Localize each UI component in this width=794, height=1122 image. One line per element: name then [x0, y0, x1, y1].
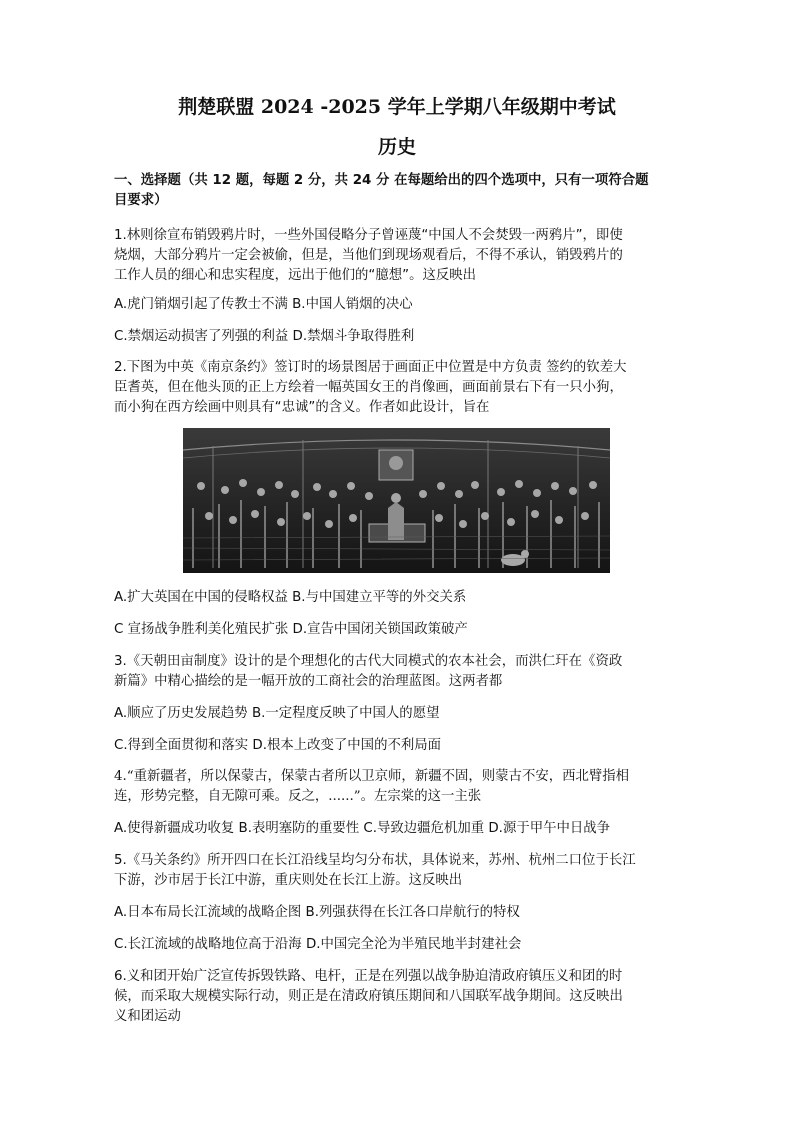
engraving-illustration	[183, 428, 610, 573]
q5-stem-line-2: 下游，沙市居于长江中游，重庆则处在长江上游。这反映出	[114, 873, 463, 888]
q4-stem-line-2: 连，形势完整，自无隙可乘。反之，......”。左宗棠的这一主张	[114, 789, 482, 804]
q2-stem-line-3: 而小狗在西方绘画中则具有“忠诚”的含义。作者如此设计，旨在	[114, 400, 490, 415]
q5-option-line-1: A.日本布局长江流域的战略企图 B.列强获得在长江各口岸航行的特权	[114, 905, 520, 920]
q1-stem-line-2: 烧烟，大部分鸦片一定会被偷，但是，当他们到现场观看后，不得不承认，销毁鸦片的	[114, 248, 623, 263]
q1-stem-line-3: 工作人员的细心和忠实程度，远出于他们的“臆想”。这反映出	[114, 268, 477, 283]
q2-option-line-1: A.扩大英国在中国的侵略权益 B.与中国建立平等的外交关系	[114, 590, 467, 605]
q2-option-line-2: C 宣扬战争胜利美化殖民扩张 D.宣告中国闭关锁国政策破产	[114, 622, 468, 637]
q6-stem-line-3: 义和团运动	[114, 1009, 181, 1024]
subject-title: 历史	[377, 136, 416, 158]
q2-stem-line-2: 臣耆英，但在他头顶的正上方绘着一幅英国女王的肖像画，画面前景右下有一只小狗，	[114, 380, 623, 395]
section-heading-line-2: 目要求）	[114, 193, 168, 208]
q5-option-line-2: C.长江流域的战略地位高于沿海 D.中国完全沦为半殖民地半封建社会	[114, 937, 522, 952]
treaty-signing-engraving-image	[183, 428, 610, 573]
q1-stem-line-1: 1.林则徐宣布销毁鸦片时，一些外国侵略分子曾诬蔑“中国人不会焚毁一两鸦片”，即使	[114, 228, 623, 243]
q2-stem-line-1: 2.下图为中英《南京条约》签订时的场景图居于画面正中位置是中方负责 签约的钦差大	[114, 360, 627, 375]
q3-option-line-1: A.顺应了历史发展趋势 B.一定程度反映了中国人的愿望	[114, 706, 440, 721]
q3-stem-line-2: 新篇》中精心描绘的是一幅开放的工商社会的治理蓝图。这两者都	[114, 674, 503, 689]
q3-option-line-2: C.得到全面贯彻和落实 D.根本上改变了中国的不利局面	[114, 738, 442, 753]
q6-stem-line-2: 候，而采取大规模实际行动，则正是在清政府镇压期间和八国联军战争期间。这反映出	[114, 989, 623, 1004]
q4-option-line-1: A.使得新疆成功收复 B.表明塞防的重要性 C.导致边疆危机加重 D.源于甲午中日战争	[114, 821, 611, 836]
section-heading-line-1: 一、选择题（共 12 题，每题 2 分，共 24 分 在每题给出的四个选项中，只有一项符合题	[114, 173, 649, 188]
q1-option-line-1: A.虎门销烟引起了传教士不满 B.中国人销烟的决心	[114, 297, 413, 312]
q4-stem-line-1: 4.“重新疆者，所以保蒙古，保蒙古者所以卫京师，新疆不固，则蒙古不安，西北臂指相	[114, 769, 630, 784]
q5-stem-line-1: 5.《马关条约》所开四口在长江沿线呈均匀分布状，具体说来，苏州、杭州二口位于长江	[114, 853, 636, 868]
q6-stem-line-1: 6.义和团开始广泛宣传拆毁铁路、电杆，正是在列强以战争胁迫清政府镇压义和团的时	[114, 969, 623, 984]
q1-option-line-2: C.禁烟运动损害了列强的利益 D.禁烟斗争取得胜利	[114, 329, 415, 344]
exam-title: 荆楚联盟 2024 -2025 学年上学期八年级期中考试	[178, 96, 616, 118]
q3-stem-line-1: 3.《天朝田亩制度》设计的是个理想化的古代大同模式的农本社会，而洪仁玕在《资政	[114, 654, 623, 669]
